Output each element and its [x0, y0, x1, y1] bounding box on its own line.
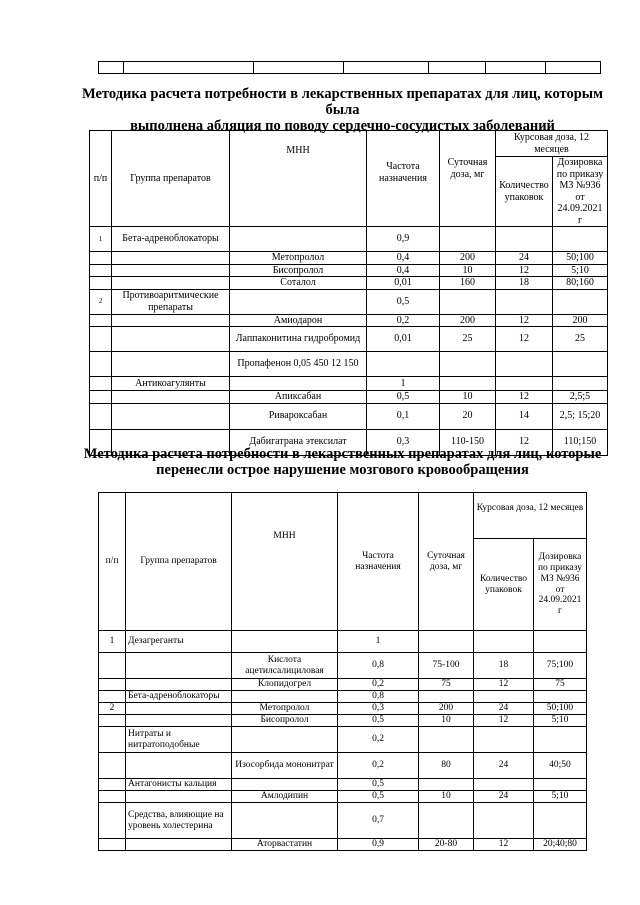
table-row [99, 791, 587, 803]
cell-mnn: Изосорбида мононитрат [232, 753, 338, 779]
cell-daily: 20-80 [419, 839, 474, 851]
cell-freq: 0,3 [338, 703, 419, 715]
cell-daily [440, 377, 496, 391]
cell-mnn: Клопидогрел [232, 679, 338, 691]
cell-daily [440, 352, 496, 377]
section1-title-line2: выполнена абляция по поводу сердечно-сосудистых заболеваний [130, 118, 555, 134]
cell-mnn [230, 289, 367, 314]
cell-mnn: Апиксабан [230, 391, 367, 404]
header-mnn: МНН [230, 131, 367, 227]
cell-packs: 24 [474, 753, 534, 779]
cell-group [126, 679, 232, 691]
cell-packs [474, 727, 534, 753]
cell-group: Антикоагулянты [112, 377, 230, 391]
table-row [99, 715, 587, 727]
cell-packs: 12 [474, 839, 534, 851]
cell-freq: 0,2 [367, 314, 440, 327]
cell-freq: 0,5 [338, 715, 419, 727]
header-course: Курсовая доза, 12 месяцев [496, 131, 608, 157]
table-row [90, 391, 608, 404]
cell-dosage: 50;100 [553, 252, 608, 265]
section2-title-line2: перенесли острое нарушение мозгового кровообращения [156, 462, 529, 478]
cell-num [90, 377, 112, 391]
header-group: Группа препаратов [126, 493, 232, 631]
cell-mnn: Аторвастатин [232, 839, 338, 851]
cell-mnn: Бисопролол [232, 715, 338, 727]
cell-freq: 0,7 [338, 803, 419, 839]
cell-dosage: 75;100 [534, 653, 587, 679]
cell-group [126, 715, 232, 727]
cell-group [112, 277, 230, 290]
section2-body [99, 631, 587, 851]
cell-daily [419, 779, 474, 791]
cell-group [126, 653, 232, 679]
table-row [99, 803, 587, 839]
cell-group [126, 753, 232, 779]
cell-freq: 1 [338, 631, 419, 653]
cell-dosage [553, 377, 608, 391]
cell-num: 1 [90, 227, 112, 252]
cell-group: Дезагреганты [126, 631, 232, 653]
cell-dosage: 20;40;80 [534, 839, 587, 851]
cell-dosage: 2,5;5 [553, 391, 608, 404]
header-packs: Количество упаковок [496, 157, 553, 227]
cell-mnn [232, 779, 338, 791]
header-packs: Количество упаковок [474, 539, 534, 631]
cell-dosage: 25 [553, 327, 608, 352]
cell-packs: 18 [496, 277, 553, 290]
cell-daily: 20 [440, 403, 496, 429]
cell-freq: 0,3 [367, 429, 440, 455]
cell-dosage [534, 779, 587, 791]
cell-packs: 12 [496, 264, 553, 277]
cell-mnn [230, 377, 367, 391]
header-num: п/п [99, 493, 126, 631]
table-row [99, 727, 587, 753]
table-row [90, 252, 608, 265]
section1-table [89, 130, 608, 456]
cell-mnn [232, 803, 338, 839]
cell-packs: 12 [496, 314, 553, 327]
cell-packs [474, 803, 534, 839]
cell-mnn: Лаппаконитина гидробромид [230, 327, 367, 352]
header-mnn: МНН [232, 493, 338, 631]
cell-dosage: 5;10 [534, 715, 587, 727]
cell-dosage: 5;10 [553, 264, 608, 277]
cell-freq: 0,4 [367, 252, 440, 265]
cell-mnn [230, 227, 367, 252]
cell-daily [419, 691, 474, 703]
cell-num [99, 779, 126, 791]
cell-mnn: Амиодарон [230, 314, 367, 327]
cell-packs [496, 377, 553, 391]
cell-num: 2 [90, 289, 112, 314]
header-course: Курсовая доза, 12 месяцев [474, 493, 587, 539]
section1-body [90, 227, 608, 456]
cell-freq: 0,9 [367, 227, 440, 252]
cell-freq: 0,4 [367, 264, 440, 277]
cell-num [99, 839, 126, 851]
cell-num [99, 803, 126, 839]
header-daily: Суточная доза, мг [440, 131, 496, 227]
cell-freq: 0,01 [367, 327, 440, 352]
cell-group: Противоаритмические препараты [112, 289, 230, 314]
cell-packs [496, 289, 553, 314]
cell-num [90, 314, 112, 327]
cell-freq: 0,1 [367, 403, 440, 429]
cell-daily: 200 [440, 252, 496, 265]
cell-freq: 0,8 [338, 653, 419, 679]
cell-dosage: 50;100 [534, 703, 587, 715]
table-row [90, 327, 608, 352]
cell-dosage: 2,5; 15;20 [553, 403, 608, 429]
cell-freq: 0,5 [338, 791, 419, 803]
cell-mnn [232, 631, 338, 653]
cell-group [112, 327, 230, 352]
cell-dosage [534, 803, 587, 839]
cell-packs [474, 631, 534, 653]
cell-num [90, 252, 112, 265]
cell-group [126, 839, 232, 851]
cell-packs: 14 [496, 403, 553, 429]
cell-daily: 10 [440, 264, 496, 277]
cell-num [90, 391, 112, 404]
cell-freq: 0,5 [367, 289, 440, 314]
cell-num [90, 403, 112, 429]
table-row [99, 653, 587, 679]
table-row [99, 779, 587, 791]
cell-freq [367, 352, 440, 377]
cell-freq: 0,2 [338, 727, 419, 753]
header-dosage: Дозировка по приказу МЗ №936 от 24.09.2021 г [553, 157, 608, 227]
cell-freq: 0,5 [367, 391, 440, 404]
cell-dosage [553, 227, 608, 252]
cell-freq: 0,5 [338, 779, 419, 791]
cell-daily: 80 [419, 753, 474, 779]
cell-packs [496, 227, 553, 252]
cell-mnn: Ривароксабан [230, 403, 367, 429]
cell-mnn: Амлодипин [232, 791, 338, 803]
cell-freq: 0,2 [338, 753, 419, 779]
table-row [90, 403, 608, 429]
cell-dosage: 5;10 [534, 791, 587, 803]
cell-num [99, 715, 126, 727]
cell-group [126, 791, 232, 803]
cell-packs: 12 [474, 679, 534, 691]
cell-num [90, 277, 112, 290]
cell-mnn [232, 727, 338, 753]
table-row [90, 227, 608, 252]
cell-packs: 12 [496, 327, 553, 352]
cell-packs [474, 779, 534, 791]
table-row [99, 679, 587, 691]
cell-dosage: 200 [553, 314, 608, 327]
cell-dosage [534, 691, 587, 703]
section2-title [70, 446, 615, 478]
cell-daily: 160 [440, 277, 496, 290]
table-row [90, 264, 608, 277]
header-daily: Суточная доза, мг [419, 493, 474, 631]
cell-freq: 0,9 [338, 839, 419, 851]
cell-freq: 0,8 [338, 691, 419, 703]
cell-daily: 10 [440, 391, 496, 404]
cell-packs: 18 [474, 653, 534, 679]
cell-group [126, 703, 232, 715]
previous-table-stub [98, 61, 601, 74]
cell-daily [440, 289, 496, 314]
cell-mnn: Метопролол [230, 252, 367, 265]
cell-mnn [232, 691, 338, 703]
cell-freq: 1 [367, 377, 440, 391]
cell-group: Средства, влияющие на уровень холестерина [126, 803, 232, 839]
cell-num [90, 264, 112, 277]
cell-num [90, 352, 112, 377]
table-row [99, 691, 587, 703]
cell-mnn: Метопролол [232, 703, 338, 715]
cell-group: Нитраты и нитратоподобные [126, 727, 232, 753]
cell-daily: 200 [419, 703, 474, 715]
table-row [90, 277, 608, 290]
cell-dosage: 80;160 [553, 277, 608, 290]
cell-mnn: Кислота ацетилсалициловая [232, 653, 338, 679]
cell-num [99, 727, 126, 753]
section2-table [98, 492, 587, 851]
cell-group [112, 252, 230, 265]
table-row [90, 314, 608, 327]
header-dosage: Дозировка по приказу МЗ №936 от 24.09.2021 г [534, 539, 587, 631]
table-row [90, 352, 608, 377]
cell-daily: 200 [440, 314, 496, 327]
table-row [90, 377, 608, 391]
cell-freq: 0,2 [338, 679, 419, 691]
cell-daily [419, 631, 474, 653]
cell-group: Антагонисты кальция [126, 779, 232, 791]
cell-dosage [553, 352, 608, 377]
cell-num [90, 327, 112, 352]
section1-title-line1: Методика расчета потребности в лекарственных препаратах для лиц, которым была [82, 86, 603, 118]
cell-num: 1 [99, 631, 126, 653]
cell-daily [419, 727, 474, 753]
table-row [99, 839, 587, 851]
cell-packs [496, 352, 553, 377]
cell-mnn: Бисопролол [230, 264, 367, 277]
cell-group [112, 314, 230, 327]
header-freq: Частота назначения [338, 493, 419, 631]
cell-packs: 24 [474, 791, 534, 803]
cell-mnn: Соталол [230, 277, 367, 290]
table-row [99, 703, 587, 715]
cell-group: Бета-адреноблокаторы [112, 227, 230, 252]
cell-num [99, 679, 126, 691]
cell-dosage [553, 289, 608, 314]
cell-packs: 12 [496, 429, 553, 455]
cell-group [112, 352, 230, 377]
cell-group [112, 391, 230, 404]
cell-num: 2 [99, 703, 126, 715]
cell-packs: 12 [496, 391, 553, 404]
cell-num [99, 653, 126, 679]
header-group: Группа препаратов [112, 131, 230, 227]
section1-title [70, 86, 615, 134]
cell-packs: 24 [496, 252, 553, 265]
cell-daily [419, 803, 474, 839]
cell-packs [474, 691, 534, 703]
cell-group: Бета-адреноблокаторы [126, 691, 232, 703]
cell-freq: 0,01 [367, 277, 440, 290]
cell-dosage: 40;50 [534, 753, 587, 779]
cell-dosage: 110;150 [553, 429, 608, 455]
cell-daily: 110-150 [440, 429, 496, 455]
cell-dosage [534, 727, 587, 753]
cell-packs: 24 [474, 703, 534, 715]
cell-dosage: 75 [534, 679, 587, 691]
cell-dosage [534, 631, 587, 653]
cell-num [99, 791, 126, 803]
cell-mnn: Дабигатрана этексилат [230, 429, 367, 455]
cell-daily: 75-100 [419, 653, 474, 679]
table-row [90, 289, 608, 314]
cell-group [112, 264, 230, 277]
cell-num [99, 691, 126, 703]
cell-daily: 10 [419, 715, 474, 727]
header-freq: Частота назначения [367, 131, 440, 227]
table-row [99, 631, 587, 653]
section2-title-line1: Методика расчета потребности в лекарственных препаратах для лиц, которые [83, 446, 602, 462]
cell-daily: 75 [419, 679, 474, 691]
header-num: п/п [90, 131, 112, 227]
cell-packs: 12 [474, 715, 534, 727]
cell-daily [440, 227, 496, 252]
cell-daily: 25 [440, 327, 496, 352]
cell-group [112, 403, 230, 429]
table-row [99, 753, 587, 779]
cell-num [99, 753, 126, 779]
cell-mnn: Пропафенон 0,05 450 12 150 [230, 352, 367, 377]
cell-daily: 10 [419, 791, 474, 803]
